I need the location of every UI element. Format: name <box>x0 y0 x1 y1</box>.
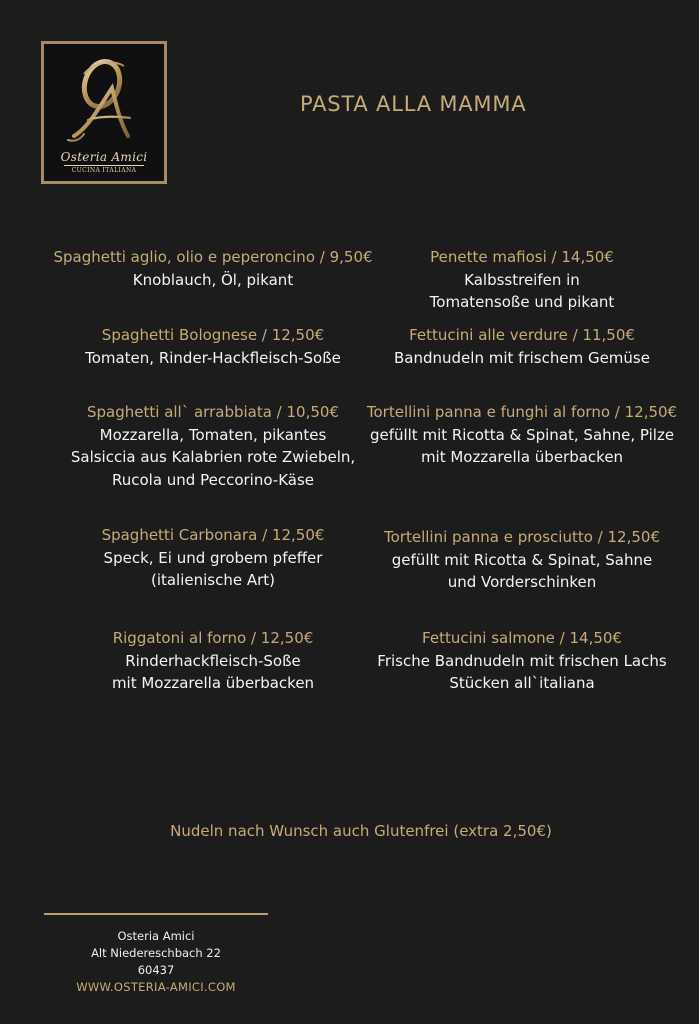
restaurant-logo <box>41 41 167 184</box>
dish-description: Kalbsstreifen in <box>464 270 580 289</box>
logo-divider <box>64 165 144 166</box>
dish-name: Fettucini alle verdure / 11,50€ <box>409 326 635 344</box>
footer-divider <box>44 913 268 915</box>
dish-description: Knoblauch, Öl, pikant <box>132 270 294 289</box>
dish-description: Rucola und Peccorino-Käse <box>111 470 315 489</box>
dish-item <box>342 401 699 469</box>
dish-description: mit Mozzarella überbacken <box>420 448 624 466</box>
dish-description: Salsiccia aus Kalabrien rote Zwiebeln, <box>70 448 356 466</box>
footer-restaurant-name: Osteria Amici <box>117 929 195 943</box>
dish-description: gefüllt mit Ricotta & Spinat, Sahne, Pilze <box>369 425 675 444</box>
dish-name: Spaghetti aglio, olio e peperoncino / 9,50€ <box>53 248 373 266</box>
dish-item <box>342 627 699 695</box>
dish-description: Speck, Ei und grobem pfeffer <box>103 548 323 567</box>
dish-description: Stücken all`italiana <box>449 674 595 692</box>
logo-subtitle: CUCINA ITALIANA <box>71 167 137 174</box>
dish-name: Spaghetti Bolognese / 12,50€ <box>101 326 325 344</box>
dish-description: Rinderhackfleisch-Soße <box>125 651 301 670</box>
menu-title: PASTA ALLA MAMMA <box>300 92 527 116</box>
dish-item <box>342 324 699 369</box>
dish-name: Tortellini panna e prosciutto / 12,50€ <box>384 528 660 546</box>
logo-name: Osteria Amici <box>60 150 148 164</box>
dish-description: Mozzarella, Tomaten, pikantes <box>99 425 327 444</box>
dish-description: Tomaten, Rinder-Hackfleisch-Soße <box>85 348 341 367</box>
dish-item <box>342 526 699 594</box>
dish-name: Penette mafiosi / 14,50€ <box>430 248 614 266</box>
dish-name: Tortellini panna e funghi al forno / 12,50€ <box>366 403 678 421</box>
dish-name: Spaghetti all` arrabbiata / 10,50€ <box>87 403 339 421</box>
footer-zip: 60437 <box>137 963 175 977</box>
dish-description: gefüllt mit Ricotta & Spinat, Sahne <box>391 550 653 569</box>
dish-name: Spaghetti Carbonara / 12,50€ <box>101 526 325 544</box>
dish-description: mit Mozzarella überbacken <box>111 674 315 692</box>
dish-description: Bandnudeln mit frischem Gemüse <box>394 348 650 367</box>
dish-item <box>342 246 699 314</box>
footer-website-link[interactable]: WWW.OSTERIA-AMICI.COM <box>76 980 236 994</box>
dish-name: Riggatoni al forno / 12,50€ <box>112 629 314 647</box>
dish-description: (italienische Art) <box>150 571 276 589</box>
gluten-free-note: Nudeln nach Wunsch auch Glutenfrei (extra 2,50€) <box>170 822 552 840</box>
footer-address <box>56 928 256 996</box>
dish-description: und Vorderschinken <box>447 573 597 591</box>
dish-description: Frische Bandnudeln mit frischen Lachs <box>377 651 667 670</box>
dish-name: Fettucini salmone / 14,50€ <box>422 629 622 647</box>
footer-street: Alt Niedereschbach 22 <box>91 946 221 960</box>
dish-description: Tomatensoße und pikant <box>429 293 615 311</box>
